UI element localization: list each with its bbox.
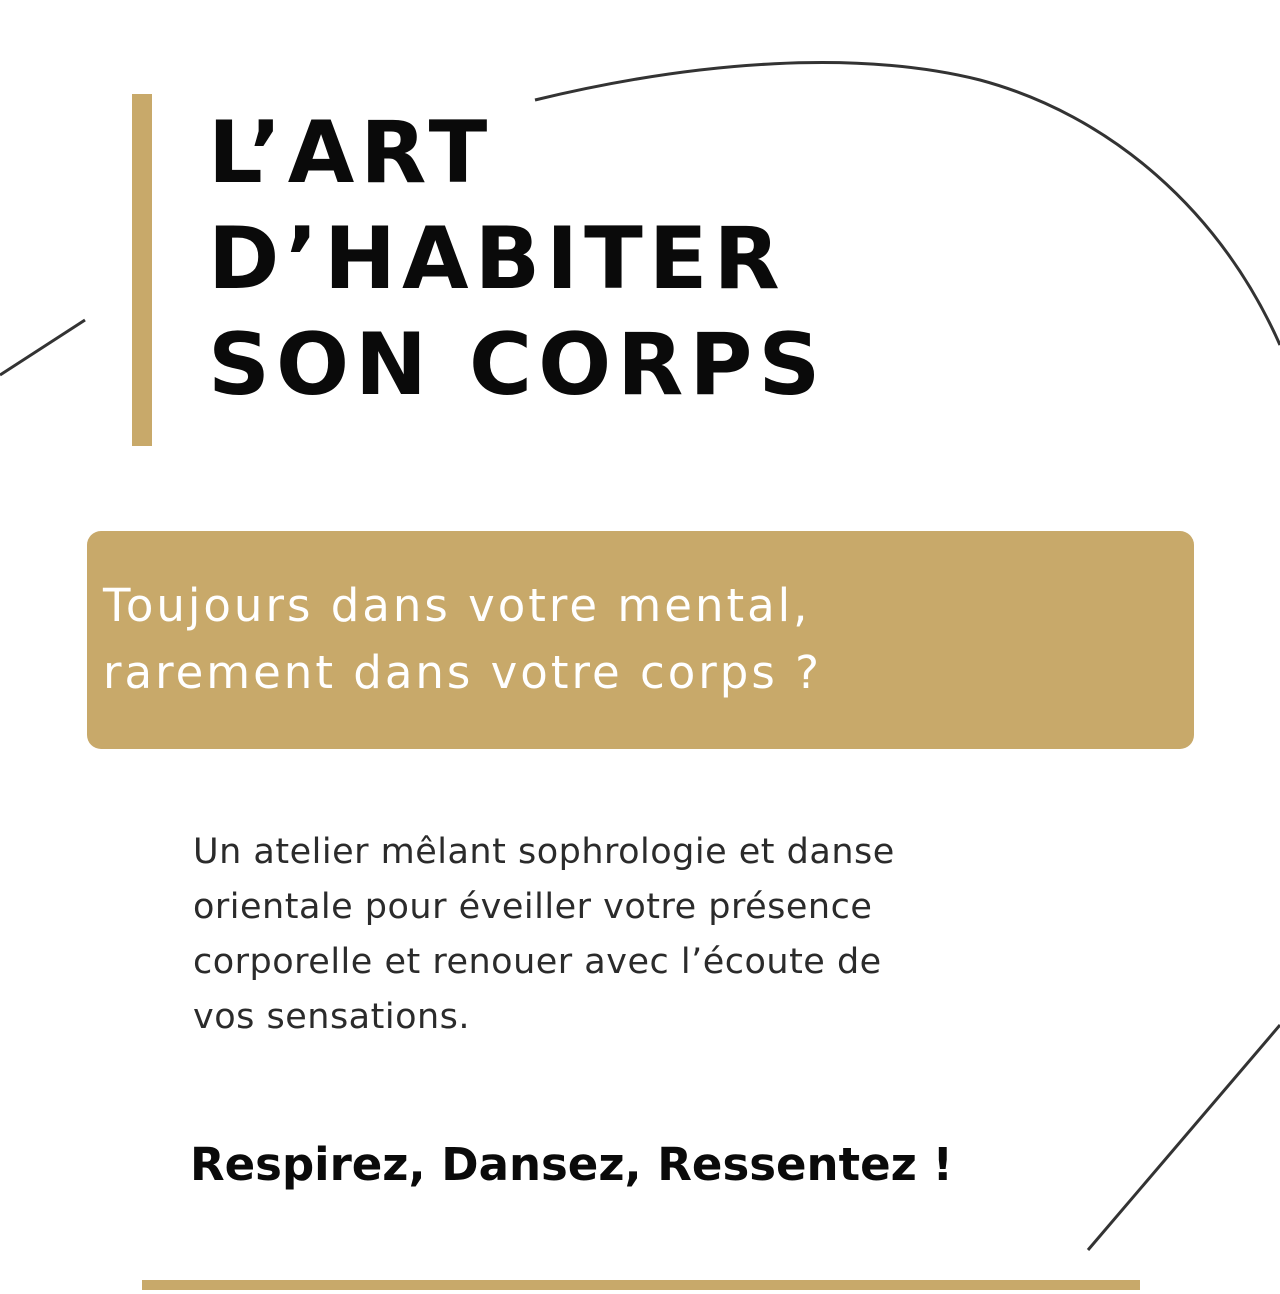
description-line-1: Un atelier mêlant sophrologie et danse: [193, 832, 895, 872]
banner-text: [103, 572, 822, 706]
decorative-line-right: [1088, 1025, 1280, 1250]
description-line-4: vos sensations.: [193, 997, 471, 1037]
bottom-divider: [142, 1280, 1140, 1290]
title-accent-bar: [132, 94, 152, 446]
description-line-2: orientale pour éveiller votre présence: [193, 887, 873, 927]
description-line-3: corporelle et renouer avec l’écoute de: [193, 942, 882, 982]
title-line-2: D’HABITER: [208, 209, 786, 309]
decorative-line-left: [0, 320, 85, 375]
tagline: Respirez, Dansez, Ressentez !: [190, 1138, 953, 1191]
title-line-1: L’ART: [208, 103, 494, 203]
description: [193, 825, 895, 1045]
banner-line-2: rarement dans votre corps ?: [103, 646, 822, 699]
banner-line-1: Toujours dans votre mental,: [103, 579, 811, 632]
page-title: [208, 100, 826, 418]
title-line-3: SON CORPS: [208, 315, 827, 415]
